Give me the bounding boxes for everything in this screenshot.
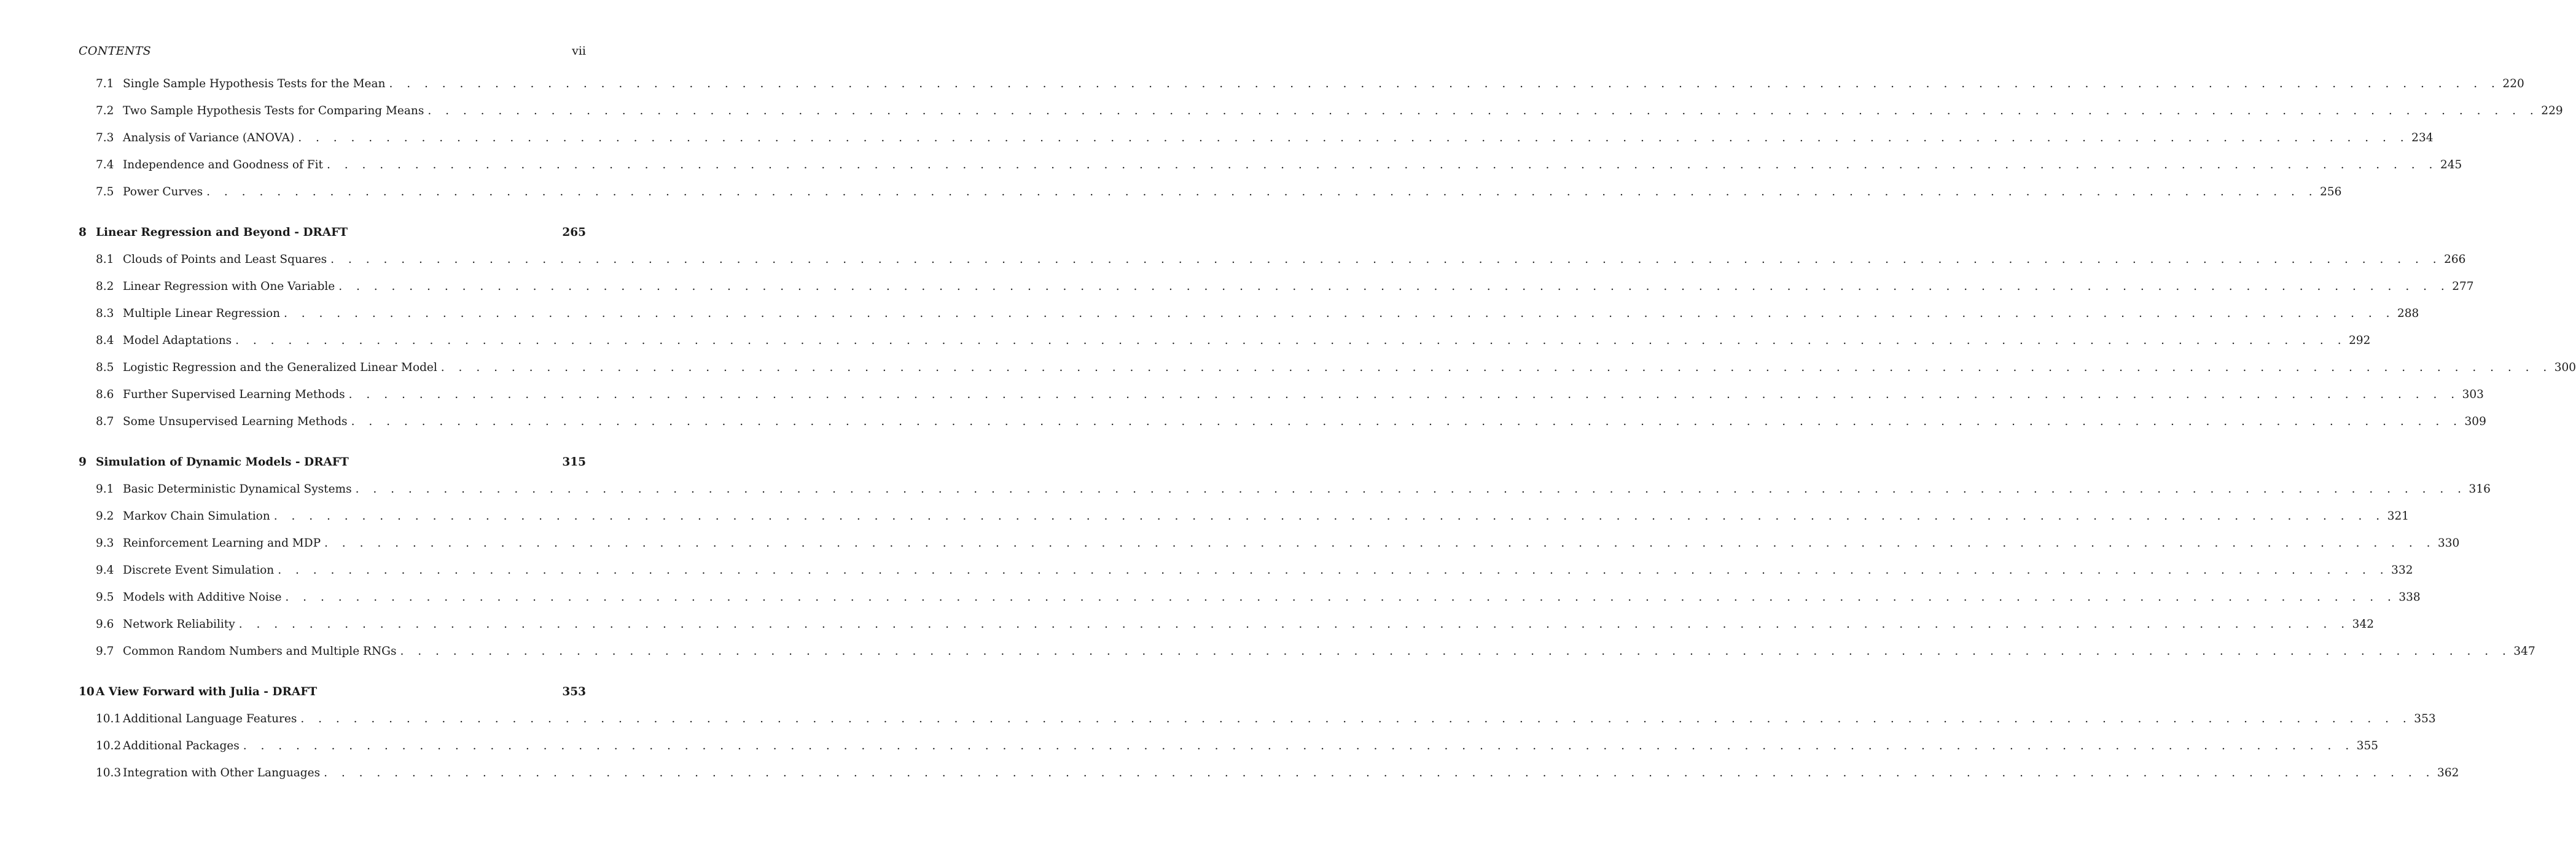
section-page: 220 — [2502, 77, 2524, 90]
section-page: 332 — [2391, 564, 2413, 577]
dot-leader: . . . . . . . . . . . . . . . . . . . . . . . . . . . . . . . . . . . . . . . . . . . . . . . . . . . . . . . . . . . . . . . . . . . . . . . . . . . . . . . . . . . . . . . . . . . . . . . . . . . . . . . . . . . . . . . . . . . . . . . . — [206, 185, 2318, 198]
section-number: 8.2 — [96, 280, 114, 293]
section-title: Additional Packages — [123, 739, 240, 752]
section-page: 355 — [2356, 739, 2379, 752]
dot-leader: . . . . . . . . . . . . . . . . . . . . . . . . . . . . . . . . . . . . . . . . . . . . . . . . . . . . . . . . . . . . . . . . . . . . . . . . . . . . . . . . . . . . . . . . . . . . . . . . . . . . . . . . . . . . . . . . . . . . . . . . — [324, 766, 2435, 779]
section-number: 9.1 — [96, 483, 114, 496]
section-number: 10.2 — [96, 739, 122, 752]
section-title: Two Sample Hypothesis Tests for Comparing Means — [123, 104, 424, 117]
section-page: 321 — [2387, 510, 2409, 523]
toc-section-entry[interactable] — [79, 415, 2486, 434]
dot-leader: . . . . . . . . . . . . . . . . . . . . . . . . . . . . . . . . . . . . . . . . . . . . . . . . . . . . . . . . . . . . . . . . . . . . . . . . . . . . . . . . . . . . . . . . . . . . . . . . . . . . . . . . . . . . . . . . . . . . . . . . — [355, 483, 2467, 496]
dot-leader: . . . . . . . . . . . . . . . . . . . . . . . . . . . . . . . . . . . . . . . . . . . . . . . . . . . . . . . . . . . . . . . . . . . . . . . . . . . . . . . . . . . . . . . . . . . . . . . . . . . . . . . . . . . . . . . . . . . . . . . . — [389, 77, 2500, 90]
section-page: 266 — [2444, 253, 2466, 266]
toc-section-entry[interactable] — [79, 307, 2419, 326]
section-title: Reinforcement Learning and MDP — [123, 537, 321, 550]
page-number: vii — [572, 44, 586, 58]
toc-section-entry[interactable] — [79, 739, 2379, 758]
toc-section-entry[interactable] — [79, 361, 2576, 380]
dot-leader: . . . . . . . . . . . . . . . . . . . . . . . . . . . . . . . . . . . . . . . . . . . . . . . . . . . . . . . . . . . . . . . . . . . . . . . . . . . . . . . . . . . . . . . . . . . . . . . . . . . . . . . . . . . . . . . . . . . . . . . . — [300, 712, 2412, 725]
toc-section-entry[interactable] — [79, 280, 2474, 298]
running-header — [79, 44, 586, 58]
section-title: Additional Language Features — [123, 712, 297, 725]
section-page: 277 — [2452, 280, 2474, 293]
section-title: Clouds of Points and Least Squares — [123, 253, 327, 266]
dot-leader: . . . . . . . . . . . . . . . . . . . . . . . . . . . . . . . . . . . . . . . . . . . . . . . . . . . . . . . . . . . . . . . . . . . . . . . . . . . . . . . . . . . . . . . . . . . . . . . . . . . . . . . . . . . . . . . . . . . . . . . . — [285, 591, 2397, 604]
dot-leader: . . . . . . . . . . . . . . . . . . . . . . . . . . . . . . . . . . . . . . . . . . . . . . . . . . . . . . . . . . . . . . . . . . . . . . . . . . . . . . . . . . . . . . . . . . . . . . . . . . . . . . . . . . . . . . . . . . . . . . . . — [298, 131, 2410, 144]
toc-section-entry[interactable] — [79, 591, 2421, 609]
section-title: Linear Regression with One Variable — [123, 280, 335, 293]
chapter-number: 10 — [79, 685, 95, 698]
section-page: 330 — [2438, 537, 2460, 550]
section-page: 300 — [2554, 361, 2576, 374]
section-number: 8.3 — [96, 307, 114, 320]
section-title: Multiple Linear Regression — [123, 307, 281, 320]
toc-section-entry[interactable] — [79, 77, 2524, 96]
section-number: 7.3 — [96, 131, 114, 144]
section-number: 9.3 — [96, 537, 114, 550]
toc-section-entry[interactable] — [79, 158, 2462, 177]
section-page: 316 — [2469, 483, 2491, 496]
dot-leader: . . . . . . . . . . . . . . . . . . . . . . . . . . . . . . . . . . . . . . . . . . . . . . . . . . . . . . . . . . . . . . . . . . . . . . . . . . . . . . . . . . . . . . . . . . . . . . . . . . . . . . . . . . . . . . . . . . . . . . . . — [284, 307, 2395, 320]
section-title: Further Supervised Learning Methods — [123, 388, 345, 401]
dot-leader: . . . . . . . . . . . . . . . . . . . . . . . . . . . . . . . . . . . . . . . . . . . . . . . . . . . . . . . . . . . . . . . . . . . . . . . . . . . . . . . . . . . . . . . . . . . . . . . . . . . . . . . . . . . . . . . . . . . . . . . . — [235, 334, 2347, 347]
section-number: 10.1 — [96, 712, 122, 725]
section-title: Single Sample Hypothesis Tests for the Mean — [123, 77, 386, 90]
toc-section-entry[interactable] — [79, 483, 2491, 501]
dot-leader: . . . . . . . . . . . . . . . . . . . . . . . . . . . . . . . . . . . . . . . . . . . . . . . . . . . . . . . . . . . . . . . . . . . . . . . . . . . . . . . . . . . . . . . . . . . . . . . . . . . . . . . . . . . . . . . . . . . . . . . . — [273, 510, 2385, 523]
toc-section-entry[interactable] — [79, 645, 2535, 663]
toc-section-entry[interactable] — [79, 253, 2466, 271]
section-number: 8.7 — [96, 415, 114, 428]
section-number: 9.7 — [96, 645, 114, 658]
section-title: Discrete Event Simulation — [123, 564, 275, 577]
section-page: 342 — [2352, 618, 2374, 631]
chapter-page: 265 — [562, 226, 586, 239]
section-number: 9.4 — [96, 564, 114, 577]
chapter-title: A View Forward with Julia - DRAFT — [96, 685, 318, 698]
section-page: 288 — [2397, 307, 2419, 320]
section-title: Some Unsupervised Learning Methods — [123, 415, 348, 428]
section-page: 256 — [2320, 185, 2342, 198]
dot-leader: . . . . . . . . . . . . . . . . . . . . . . . . . . . . . . . . . . . . . . . . . . . . . . . . . . . . . . . . . . . . . . . . . . . . . . . . . . . . . . . . . . . . . . . . . . . . . . . . . . . . . . . . . . . . . . . . . . . . . . . . — [278, 564, 2389, 577]
section-title: Models with Additive Noise — [123, 591, 282, 604]
toc-section-entry[interactable] — [79, 564, 2413, 582]
section-title: Integration with Other Languages — [123, 766, 321, 779]
dot-leader: . . . . . . . . . . . . . . . . . . . . . . . . . . . . . . . . . . . . . . . . . . . . . . . . . . . . . . . . . . . . . . . . . . . . . . . . . . . . . . . . . . . . . . . . . . . . . . . . . . . . . . . . . . . . . . . . . . . . . . . . — [400, 645, 2512, 658]
chapter-title: Simulation of Dynamic Models - DRAFT — [96, 456, 349, 469]
chapter-number: 9 — [79, 456, 87, 469]
section-number: 8.1 — [96, 253, 114, 266]
section-page: 229 — [2541, 104, 2563, 117]
section-title: Logistic Regression and the Generalized Linear Model — [123, 361, 437, 374]
toc-section-entry[interactable] — [79, 618, 2374, 636]
section-title: Common Random Numbers and Multiple RNGs — [123, 645, 397, 658]
section-number: 8.5 — [96, 361, 114, 374]
dot-leader: . . . . . . . . . . . . . . . . . . . . . . . . . . . . . . . . . . . . . . . . . . . . . . . . . . . . . . . . . . . . . . . . . . . . . . . . . . . . . . . . . . . . . . . . . . . . . . . . . . . . . . . . . . . . . . . . . . . . . . . . — [326, 158, 2438, 171]
chapter-number: 8 — [79, 226, 87, 239]
section-title: Power Curves — [123, 185, 203, 198]
section-title: Markov Chain Simulation — [123, 510, 270, 523]
toc-chapter-entry[interactable] — [79, 226, 586, 244]
dot-leader: . . . . . . . . . . . . . . . . . . . . . . . . . . . . . . . . . . . . . . . . . . . . . . . . . . . . . . . . . . . . . . . . . . . . . . . . . . . . . . . . . . . . . . . . . . . . . . . . . . . . . . . . . . . . . . . . . . . . . . . . — [440, 361, 2552, 374]
section-page: 303 — [2462, 388, 2484, 401]
section-page: 362 — [2437, 766, 2459, 779]
toc-section-entry[interactable] — [79, 537, 2460, 555]
dot-leader: . . . . . . . . . . . . . . . . . . . . . . . . . . . . . . . . . . . . . . . . . . . . . . . . . . . . . . . . . . . . . . . . . . . . . . . . . . . . . . . . . . . . . . . . . . . . . . . . . . . . . . . . . . . . . . . . . . . . . . . . — [427, 104, 2539, 117]
chapter-page: 353 — [562, 685, 586, 698]
dot-leader: . . . . . . . . . . . . . . . . . . . . . . . . . . . . . . . . . . . . . . . . . . . . . . . . . . . . . . . . . . . . . . . . . . . . . . . . . . . . . . . . . . . . . . . . . . . . . . . . . . . . . . . . . . . . . . . . . . . . . . . . — [238, 618, 2350, 631]
section-number: 9.5 — [96, 591, 114, 604]
dot-leader: . . . . . . . . . . . . . . . . . . . . . . . . . . . . . . . . . . . . . . . . . . . . . . . . . . . . . . . . . . . . . . . . . . . . . . . . . . . . . . . . . . . . . . . . . . . . . . . . . . . . . . . . . . . . . . . . . . . . . . . . — [324, 537, 2436, 550]
section-page: 338 — [2398, 591, 2421, 604]
toc-section-entry[interactable] — [79, 388, 2484, 407]
dot-leader: . . . . . . . . . . . . . . . . . . . . . . . . . . . . . . . . . . . . . . . . . . . . . . . . . . . . . . . . . . . . . . . . . . . . . . . . . . . . . . . . . . . . . . . . . . . . . . . . . . . . . . . . . . . . . . . . . . . . . . . . — [348, 388, 2460, 401]
section-number: 9.6 — [96, 618, 114, 631]
section-title: Analysis of Variance (ANOVA) — [123, 131, 295, 144]
section-title: Basic Deterministic Dynamical Systems — [123, 483, 352, 496]
toc-section-entry[interactable] — [79, 104, 2563, 123]
section-title: Model Adaptations — [123, 334, 232, 347]
toc-section-entry[interactable] — [79, 712, 2436, 731]
section-page: 234 — [2411, 131, 2434, 144]
chapter-title: Linear Regression and Beyond - DRAFT — [96, 226, 348, 239]
chapter-page: 315 — [562, 456, 586, 469]
section-page: 347 — [2513, 645, 2535, 658]
section-number: 7.1 — [96, 77, 114, 90]
section-title: Independence and Goodness of Fit — [123, 158, 323, 171]
dot-leader: . . . . . . . . . . . . . . . . . . . . . . . . . . . . . . . . . . . . . . . . . . . . . . . . . . . . . . . . . . . . . . . . . . . . . . . . . . . . . . . . . . . . . . . . . . . . . . . . . . . . . . . . . . . . . . . . . . . . . . . . — [338, 280, 2450, 293]
section-number: 8.4 — [96, 334, 114, 347]
toc-section-entry[interactable] — [79, 510, 2409, 528]
toc-section-entry[interactable] — [79, 131, 2434, 150]
section-page: 245 — [2440, 158, 2462, 171]
section-page: 353 — [2414, 712, 2436, 725]
toc-chapter-entry[interactable] — [79, 456, 586, 474]
toc-chapter-entry[interactable] — [79, 685, 586, 704]
dot-leader: . . . . . . . . . . . . . . . . . . . . . . . . . . . . . . . . . . . . . . . . . . . . . . . . . . . . . . . . . . . . . . . . . . . . . . . . . . . . . . . . . . . . . . . . . . . . . . . . . . . . . . . . . . . . . . . . . . . . . . . . — [243, 739, 2354, 752]
section-number: 8.6 — [96, 388, 114, 401]
section-number: 9.2 — [96, 510, 114, 523]
section-number: 7.5 — [96, 185, 114, 198]
section-title: Network Reliability — [123, 618, 235, 631]
running-header-title: CONTENTS — [79, 44, 151, 58]
section-page: 292 — [2349, 334, 2371, 347]
toc-section-entry[interactable] — [79, 334, 2371, 353]
section-page: 309 — [2464, 415, 2486, 428]
dot-leader: . . . . . . . . . . . . . . . . . . . . . . . . . . . . . . . . . . . . . . . . . . . . . . . . . . . . . . . . . . . . . . . . . . . . . . . . . . . . . . . . . . . . . . . . . . . . . . . . . . . . . . . . . . . . . . . . . . . . . . . . — [351, 415, 2462, 428]
section-number: 7.2 — [96, 104, 114, 117]
dot-leader: . . . . . . . . . . . . . . . . . . . . . . . . . . . . . . . . . . . . . . . . . . . . . . . . . . . . . . . . . . . . . . . . . . . . . . . . . . . . . . . . . . . . . . . . . . . . . . . . . . . . . . . . . . . . . . . . . . . . . . . . — [330, 253, 2442, 266]
toc-section-entry[interactable] — [79, 185, 2342, 204]
section-number: 7.4 — [96, 158, 114, 171]
toc-section-entry[interactable] — [79, 766, 2459, 785]
section-number: 10.3 — [96, 766, 122, 779]
